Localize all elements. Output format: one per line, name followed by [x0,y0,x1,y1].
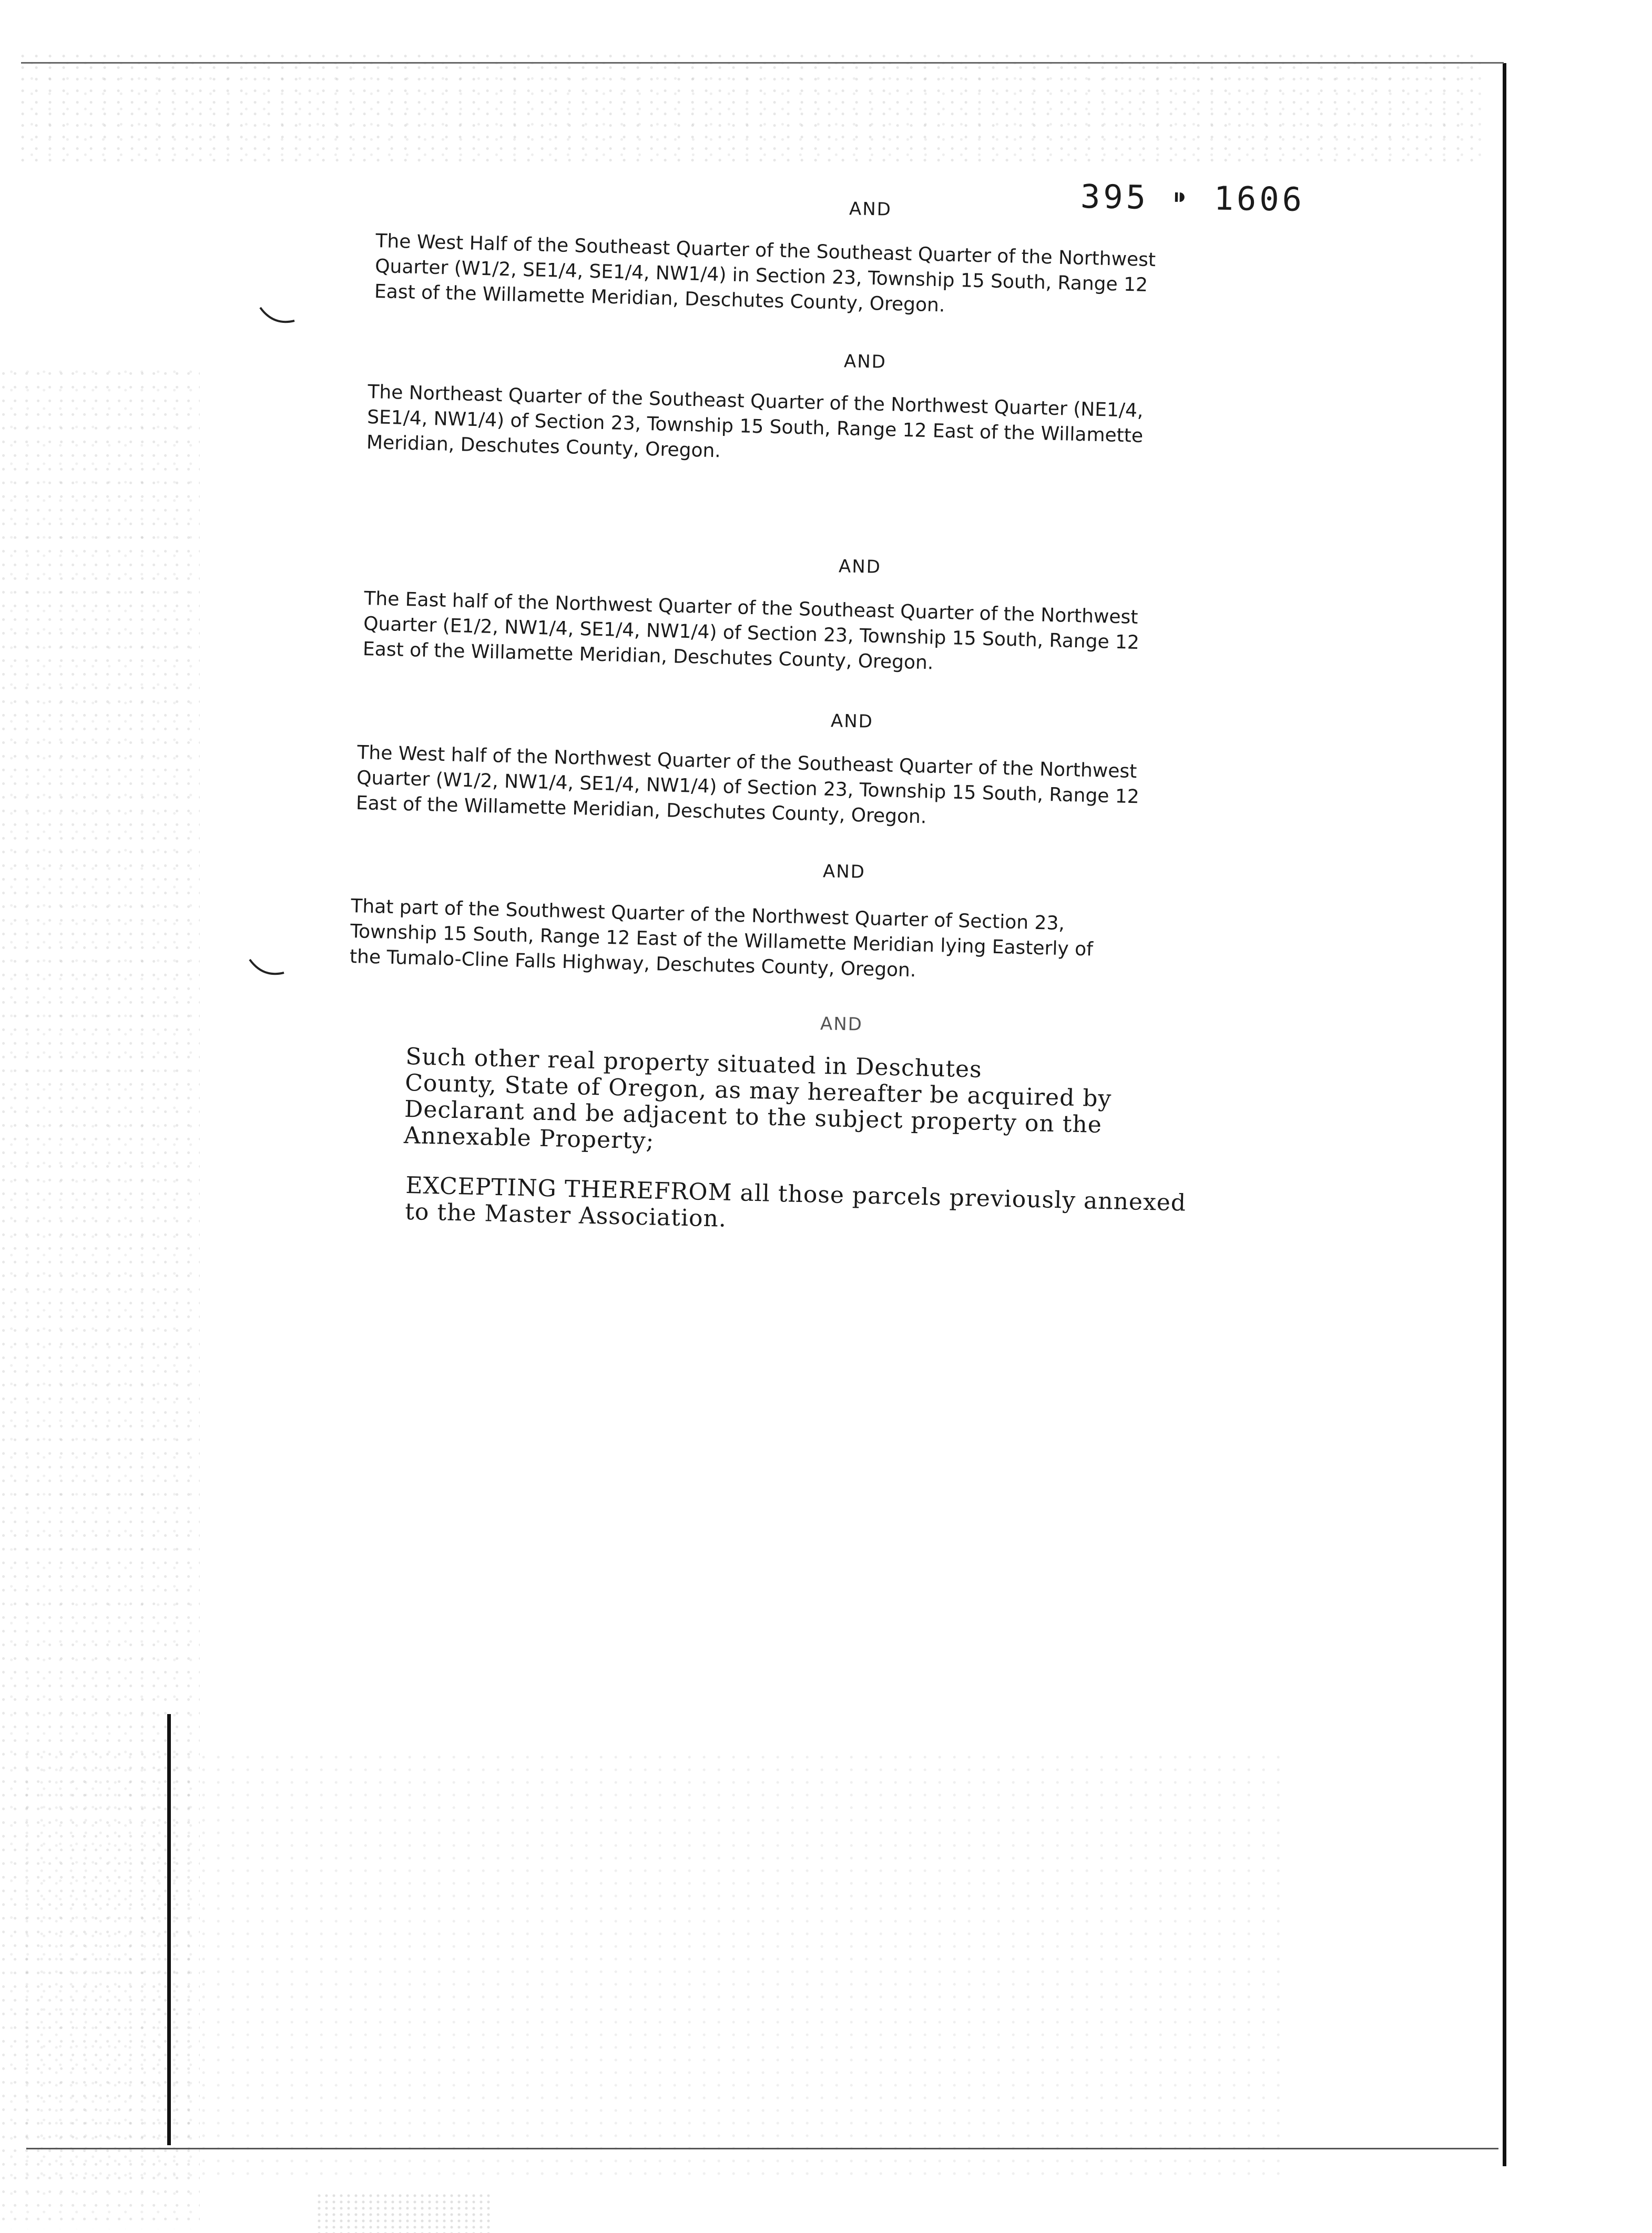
annexable-property-paragraph: Such other real property situated in Deschutes County, State of Oregon, as may hereafter be acquired by Declarant and be adjacent to the subject property on the Annexable Property; [403,1043,1112,1155]
scan-noise-bottom [21,1751,1283,2182]
bottom-edge-line [26,2148,1498,2149]
scan-noise-top [21,53,1483,163]
punch-mark-1 [258,305,300,331]
left-edge-line [167,1714,171,2145]
excepting-paragraph: EXCEPTING THEREFROM all those parcels previously annexed to the Master Association. [404,1172,1187,1232]
separator-and: AND [843,351,887,373]
top-edge-line [21,62,1504,64]
separator-and: AND [822,861,866,883]
page-reference-number: 395 ⁍ 1606 [1080,177,1306,219]
separator-and: AND [838,556,882,578]
legal-description-paragraph: The Northeast Quarter of the Southeast Quarter of the Northwest Quarter (NE1/4, SE1/4, NW1/4) of Section 23, Township 15 South, Range 12 East of the Willamette Meridian, Deschutes County, Oregon. [366,381,1144,462]
legal-description-paragraph: The West Half of the Southeast Quarter of the Southeast Quarter of the Northwest Quarter (W1/2, SE1/4, SE1/4, NW1/4) in Section 23, Township 15 South, Range 12 East of the Willamette Meridian, Deschutes County, Oregon. [374,230,1156,317]
separator-and: AND [849,198,892,220]
legal-description-paragraph: The West half of the Northwest Quarter of the Southeast Quarter of the Northwest Quarter (W1/2, NW1/4, SE1/4, NW1/4) of Section 23, Township 15 South, Range 12 East of the Willamette Meridian, Deschutes County, Oregon. [355,741,1140,828]
scan-noise-stub [315,2193,494,2233]
separator-and: AND [820,1013,863,1035]
punch-mark-2 [247,957,289,983]
right-edge-line [1503,63,1506,2166]
legal-description-paragraph: That part of the Southwest Quarter of the Northwest Quarter of Section 23, Township 15 South, Range 12 East of the Willamette Meridian lying Easterly of the Tumalo-Cline Falls Highway, Deschutes County, Oregon. [349,895,1094,982]
separator-and: AND [830,710,874,732]
legal-description-paragraph: The East half of the Northwest Quarter of the Southeast Quarter of the Northwest Quarter (E1/2, NW1/4, SE1/4, NW1/4) of Section 23, Township 15 South, Range 12 East of the Willamette Meridian, Deschutes County, Oregon. [362,587,1140,674]
